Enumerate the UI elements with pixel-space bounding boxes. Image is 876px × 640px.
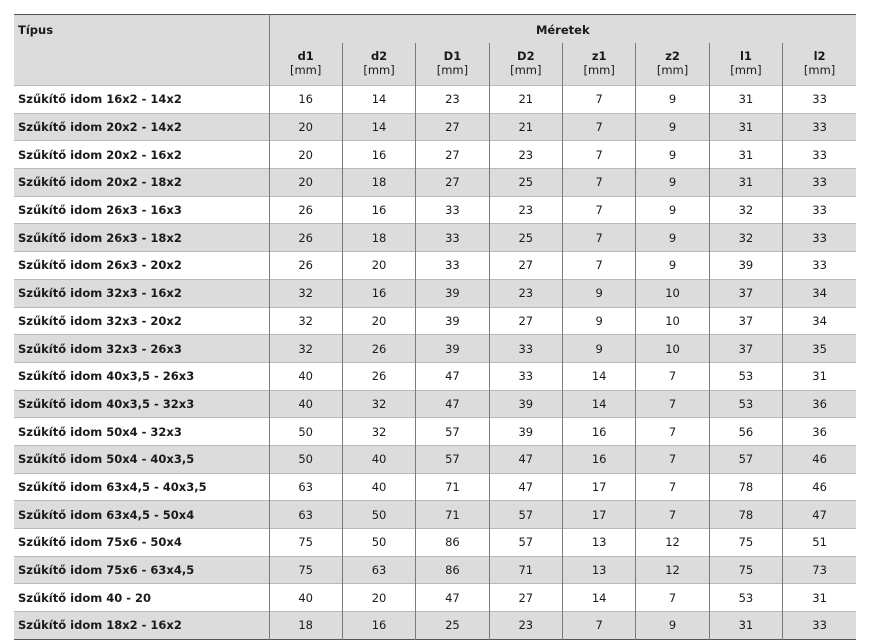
value-cell-l2: 34 [783,307,856,335]
value-cell-l1: 37 [709,279,782,307]
value-cell-d1: 57 [416,418,489,446]
value-cell-l2: 31 [783,362,856,390]
value-cell-z1: 9 [563,335,636,363]
type-cell: Szűkítő idom 63x4,5 - 50x4 [14,501,269,529]
value-cell-l1: 31 [709,169,782,197]
value-cell-d2: 63 [342,556,415,584]
value-cell-l2: 33 [783,196,856,224]
column-header-d2 [342,43,415,86]
table-row [14,307,856,335]
value-cell-d1: 47 [416,362,489,390]
value-cell-z2: 7 [636,445,709,473]
column-header-unit: [mm] [436,62,469,77]
value-cell-z2: 9 [636,86,709,114]
value-cell-d2: 57 [489,501,562,529]
value-cell-l1: 75 [709,529,782,557]
column-header-name: D1 [443,48,462,63]
column-header-name: d1 [297,48,314,63]
value-cell-d1: 23 [416,86,489,114]
value-cell-l2: 33 [783,113,856,141]
value-cell-z1: 17 [563,473,636,501]
value-cell-l2: 33 [783,612,856,640]
value-cell-d2: 26 [342,335,415,363]
value-cell-z1: 14 [563,584,636,612]
type-cell: Szűkítő idom 40 - 20 [14,584,269,612]
value-cell-d1: 20 [269,141,342,169]
table-row [14,390,856,418]
table-row [14,86,856,114]
value-cell-d2: 21 [489,86,562,114]
value-cell-l1: 75 [709,556,782,584]
value-cell-l2: 51 [783,529,856,557]
value-cell-d1: 27 [416,113,489,141]
value-cell-d1: 39 [416,335,489,363]
value-cell-d1: 86 [416,529,489,557]
column-header-z1 [563,43,636,86]
table-row [14,501,856,529]
table-row [14,196,856,224]
column-header-name: z2 [665,48,680,63]
value-cell-l2: 33 [783,224,856,252]
value-cell-d2: 18 [342,224,415,252]
value-cell-z1: 7 [563,169,636,197]
value-cell-d2: 32 [342,390,415,418]
value-cell-d1: 27 [416,169,489,197]
dimensions-table [14,14,856,640]
type-cell: Szűkítő idom 75x6 - 63x4,5 [14,556,269,584]
value-cell-z1: 9 [563,279,636,307]
value-cell-d2: 20 [342,584,415,612]
column-header-d1 [269,43,342,86]
value-cell-d1: 33 [416,252,489,280]
value-cell-d2: 47 [489,445,562,473]
value-cell-d2: 40 [342,445,415,473]
table-row [14,335,856,363]
value-cell-d1: 25 [416,612,489,640]
value-cell-l2: 35 [783,335,856,363]
table-row [14,169,856,197]
value-cell-z2: 9 [636,196,709,224]
value-cell-d1: 16 [269,86,342,114]
value-cell-d2: 23 [489,279,562,307]
table-body [14,86,856,640]
value-cell-l1: 31 [709,141,782,169]
value-cell-d2: 16 [342,196,415,224]
value-cell-d1: 27 [416,141,489,169]
column-header-unit: [mm] [289,62,322,77]
table-row [14,252,856,280]
dimensions-table-container [14,14,856,640]
value-cell-z2: 9 [636,224,709,252]
value-cell-l1: 37 [709,307,782,335]
value-cell-d1: 39 [416,279,489,307]
value-cell-d1: 71 [416,473,489,501]
value-cell-l2: 36 [783,418,856,446]
value-cell-d2: 27 [489,584,562,612]
table-header [14,15,856,86]
value-cell-l2: 46 [783,445,856,473]
value-cell-d2: 50 [342,501,415,529]
value-cell-z2: 12 [636,556,709,584]
value-cell-d1: 26 [269,252,342,280]
value-cell-d1: 20 [269,113,342,141]
value-cell-z2: 9 [636,141,709,169]
value-cell-d2: 40 [342,473,415,501]
value-cell-z1: 7 [563,252,636,280]
value-cell-d2: 16 [342,279,415,307]
table-row [14,445,856,473]
value-cell-d1: 63 [269,501,342,529]
value-cell-z1: 17 [563,501,636,529]
column-header-unit: [mm] [363,62,395,77]
dimensions-group-header: Méretek [269,15,856,43]
value-cell-l1: 32 [709,196,782,224]
value-cell-d1: 32 [269,335,342,363]
column-header-name: z1 [591,48,607,63]
table-row [14,556,856,584]
table-row [14,141,856,169]
value-cell-d2: 18 [342,169,415,197]
column-header-l1 [709,43,782,86]
value-cell-d1: 40 [269,362,342,390]
column-header-d2 [489,43,562,86]
value-cell-d1: 50 [269,445,342,473]
value-cell-d2: 20 [342,252,415,280]
value-cell-d1: 26 [269,196,342,224]
type-cell: Szűkítő idom 20x2 - 18x2 [14,169,269,197]
value-cell-d2: 71 [489,556,562,584]
value-cell-l1: 53 [709,362,782,390]
column-header-name: d2 [370,48,388,63]
value-cell-d2: 20 [342,307,415,335]
value-cell-l1: 53 [709,390,782,418]
value-cell-l1: 78 [709,501,782,529]
value-cell-l2: 31 [783,584,856,612]
value-cell-l2: 47 [783,501,856,529]
type-cell: Szűkítő idom 63x4,5 - 40x3,5 [14,473,269,501]
value-cell-l2: 73 [783,556,856,584]
column-header-unit: [mm] [583,62,615,77]
value-cell-z2: 10 [636,335,709,363]
value-cell-l1: 32 [709,224,782,252]
type-cell: Szűkítő idom 20x2 - 14x2 [14,113,269,141]
value-cell-d1: 32 [269,307,342,335]
value-cell-z1: 7 [563,141,636,169]
value-cell-z1: 7 [563,86,636,114]
value-cell-l2: 33 [783,252,856,280]
type-cell: Szűkítő idom 26x3 - 16x3 [14,196,269,224]
value-cell-d2: 39 [489,390,562,418]
value-cell-z1: 7 [563,224,636,252]
value-cell-d1: 50 [269,418,342,446]
value-cell-d1: 40 [269,584,342,612]
value-cell-d1: 20 [269,169,342,197]
type-cell: Szűkítő idom 50x4 - 40x3,5 [14,445,269,473]
value-cell-l1: 31 [709,612,782,640]
column-header-l2 [783,43,856,86]
value-cell-z2: 10 [636,307,709,335]
value-cell-d1: 33 [416,196,489,224]
value-cell-d2: 23 [489,141,562,169]
value-cell-d2: 23 [489,196,562,224]
value-cell-d1: 57 [416,445,489,473]
value-cell-d2: 47 [489,473,562,501]
value-cell-z2: 9 [636,169,709,197]
column-header-name: D2 [517,48,535,63]
type-cell: Szűkítő idom 75x6 - 50x4 [14,529,269,557]
table-row [14,584,856,612]
value-cell-l1: 57 [709,445,782,473]
value-cell-d1: 75 [269,529,342,557]
value-cell-l1: 31 [709,86,782,114]
value-cell-l2: 33 [783,169,856,197]
value-cell-l2: 36 [783,390,856,418]
value-cell-d2: 27 [489,307,562,335]
table-row [14,224,856,252]
value-cell-d2: 21 [489,113,562,141]
type-cell: Szűkítő idom 32x3 - 16x2 [14,279,269,307]
value-cell-d2: 26 [342,362,415,390]
value-cell-l2: 46 [783,473,856,501]
value-cell-l2: 33 [783,86,856,114]
value-cell-d1: 47 [416,584,489,612]
value-cell-d1: 75 [269,556,342,584]
value-cell-z1: 13 [563,529,636,557]
column-header-unit: [mm] [730,62,762,77]
value-cell-d2: 25 [489,169,562,197]
table-row [14,529,856,557]
value-cell-l1: 31 [709,113,782,141]
type-cell: Szűkítő idom 18x2 - 16x2 [14,612,269,640]
type-cell: Szűkítő idom 32x3 - 26x3 [14,335,269,363]
value-cell-d1: 86 [416,556,489,584]
value-cell-d2: 57 [489,529,562,557]
type-cell: Szűkítő idom 40x3,5 - 26x3 [14,362,269,390]
value-cell-d2: 33 [489,362,562,390]
type-column-header: Típus [14,15,269,86]
value-cell-z1: 13 [563,556,636,584]
value-cell-z2: 7 [636,390,709,418]
column-header-z2 [636,43,709,86]
type-cell: Szűkítő idom 26x3 - 18x2 [14,224,269,252]
value-cell-d2: 32 [342,418,415,446]
value-cell-d1: 40 [269,390,342,418]
value-cell-z2: 12 [636,529,709,557]
type-cell: Szűkítő idom 20x2 - 16x2 [14,141,269,169]
value-cell-z2: 7 [636,584,709,612]
value-cell-d1: 39 [416,307,489,335]
value-cell-z2: 10 [636,279,709,307]
value-cell-z1: 14 [563,390,636,418]
value-cell-d2: 14 [342,86,415,114]
value-cell-z2: 9 [636,113,709,141]
value-cell-d1: 26 [269,224,342,252]
value-cell-l1: 37 [709,335,782,363]
value-cell-z1: 7 [563,612,636,640]
value-cell-z1: 7 [563,196,636,224]
column-header-d1 [416,43,489,86]
value-cell-l1: 39 [709,252,782,280]
table-row [14,362,856,390]
value-cell-z2: 7 [636,418,709,446]
value-cell-d1: 47 [416,390,489,418]
table-row [14,473,856,501]
column-header-name: l1 [739,48,752,63]
value-cell-d1: 18 [269,612,342,640]
value-cell-z2: 7 [636,362,709,390]
table-row [14,612,856,640]
column-header-name: l2 [813,48,826,63]
value-cell-d1: 32 [269,279,342,307]
value-cell-z1: 7 [563,113,636,141]
value-cell-z1: 16 [563,445,636,473]
value-cell-z1: 9 [563,307,636,335]
value-cell-d1: 33 [416,224,489,252]
type-cell: Szűkítő idom 16x2 - 14x2 [14,86,269,114]
table-row [14,113,856,141]
value-cell-d2: 25 [489,224,562,252]
value-cell-l2: 33 [783,141,856,169]
value-cell-d2: 14 [342,113,415,141]
value-cell-z1: 14 [563,362,636,390]
value-cell-d2: 50 [342,529,415,557]
column-header-unit: [mm] [510,62,542,77]
value-cell-z2: 7 [636,501,709,529]
column-header-unit: [mm] [803,62,836,77]
value-cell-d2: 27 [489,252,562,280]
value-cell-d1: 63 [269,473,342,501]
value-cell-l1: 53 [709,584,782,612]
value-cell-z2: 9 [636,252,709,280]
value-cell-z2: 7 [636,473,709,501]
value-cell-d1: 71 [416,501,489,529]
value-cell-l1: 78 [709,473,782,501]
value-cell-z1: 16 [563,418,636,446]
value-cell-d2: 16 [342,141,415,169]
header-row-group [14,15,856,43]
value-cell-d2: 16 [342,612,415,640]
table-row [14,279,856,307]
column-header-unit: [mm] [656,62,689,77]
table-row [14,418,856,446]
value-cell-z2: 9 [636,612,709,640]
type-cell: Szűkítő idom 32x3 - 20x2 [14,307,269,335]
type-cell: Szűkítő idom 40x3,5 - 32x3 [14,390,269,418]
value-cell-d2: 39 [489,418,562,446]
value-cell-l1: 56 [709,418,782,446]
value-cell-d2: 33 [489,335,562,363]
type-cell: Szűkítő idom 50x4 - 32x3 [14,418,269,446]
type-cell: Szűkítő idom 26x3 - 20x2 [14,252,269,280]
value-cell-l2: 34 [783,279,856,307]
value-cell-d2: 23 [489,612,562,640]
